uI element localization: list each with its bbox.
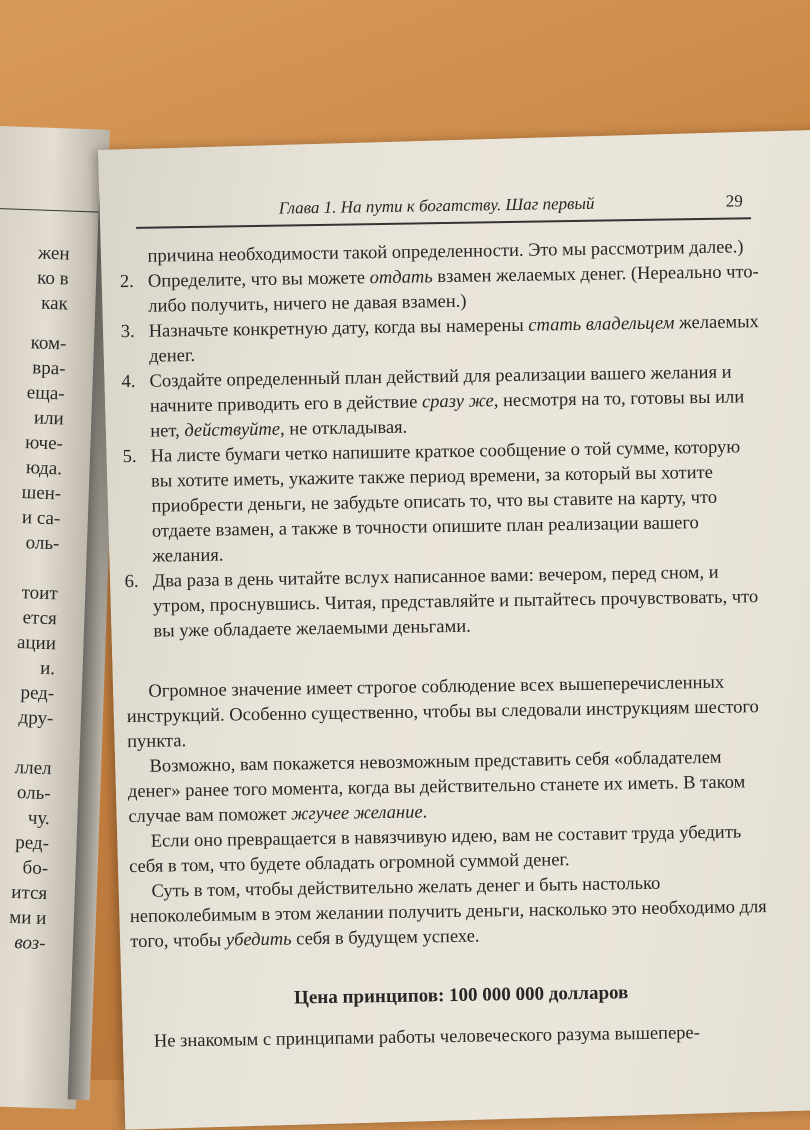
left-page-fragment: воз-	[14, 932, 46, 955]
section-title: Цена принципов: 100 000 000 долларов	[293, 982, 629, 1009]
left-page-fragment: ми и	[8, 906, 47, 930]
paragraph-cut-off: Не знакомым с принципами работы человеческого разума вышепере-	[153, 1023, 701, 1052]
page-number: 29	[725, 191, 743, 211]
left-page-fragment: ком-	[30, 332, 67, 355]
paragraph: Огромное значение имеет строгое соблюдение всех вышеперечисленных инструкций. Особенно существенно, чтобы вы следовали инструкциям шестого пункта.	[126, 672, 760, 753]
left-page-fragment: дру-	[18, 707, 54, 730]
left-page-fragment: ется	[22, 607, 58, 630]
left-page-fragment: тоит	[21, 582, 59, 605]
left-page-fragment: ллел	[14, 756, 52, 780]
left-page-fragment: оль-	[16, 782, 52, 805]
left-page-fragment: шен-	[21, 482, 62, 505]
header-rule	[136, 217, 751, 228]
left-page-fragment: ации	[16, 631, 57, 655]
left-page-fragment: ред-	[20, 682, 55, 705]
left-page-fragment: ко в	[36, 267, 70, 290]
left-page-fragment: бо-	[22, 857, 49, 880]
left-page-fragment: еща-	[26, 382, 66, 405]
list-item: 2. Определите, что вы можете отдать взамен желаемых денег. (Нереально что-либо получить, ничего не давая взамен.)	[119, 262, 759, 317]
paragraph: Суть в том, чтобы действительно желать денег и быть настолько непоколебимым в этом желании получить деньги, насколько это необходимо для того, чтобы убедить себя в будущем успехе.	[129, 873, 767, 953]
left-page-fragment: чу.	[27, 807, 51, 830]
header-title: Глава 1. На пути к богатству. Шаг первый	[278, 193, 595, 218]
paragraph: Если оно превращается в навязчивую идею, вам не составит труда убедить себя в том, что будете обладать огромной суммой денег.	[128, 822, 742, 878]
left-page-fragment: и.	[39, 657, 56, 680]
list-item-continuation: причина необходимости такой определенности. Это мы рассмотрим далее.)	[147, 237, 744, 267]
left-page-fragment: или	[33, 407, 65, 430]
left-page-fragment: ится	[10, 881, 48, 905]
running-header	[279, 191, 749, 218]
left-page-fragment: оль-	[25, 532, 60, 555]
left-page-fragment: жен	[37, 242, 70, 265]
left-page-fragment: как	[40, 292, 69, 315]
left-page-fragment: юда.	[25, 457, 63, 480]
list-item: 4. Создайте определенный план действий для реализации вашего желания и начните приводить его в действие сразу же, несмотря на то, готовы вы или нет, действуйте, не откладывая.	[121, 362, 745, 442]
instruction-list	[119, 235, 765, 645]
left-page-fragment: ред-	[14, 832, 50, 855]
left-page-fragment: юче-	[24, 432, 64, 455]
left-page-fragment: и са-	[21, 507, 61, 530]
paragraph: Возможно, вам покажется невозможным представить себя «обладателем денег» ранее того момента, когда вы действительно станете их иметь. В таком случае вам поможет жгучее желание.	[127, 747, 746, 828]
list-item: 5. На листе бумаги четко напишите краткое сообщение о той сумме, которую вы хотите иметь, укажите также период времени, за который вы хотите приобрести деньги, не забудьте описать то, что вы ставите на карту, что отдаете взамен, а также в точности опишите план реализации вашего желания.	[122, 437, 741, 567]
list-item: 3. Назначьте конкретную дату, когда вы намерены стать владельцем желаемых денег.	[120, 312, 760, 367]
left-page-fragment: вра-	[31, 357, 66, 380]
list-item: 6. Два раза в день читайте вслух написанное вами: вечером, перед сном, и утром, проснувшись. Читая, представляйте и пытайтесь прочувствовать, что вы уже обладаете желаемыми деньгами.	[124, 562, 759, 642]
